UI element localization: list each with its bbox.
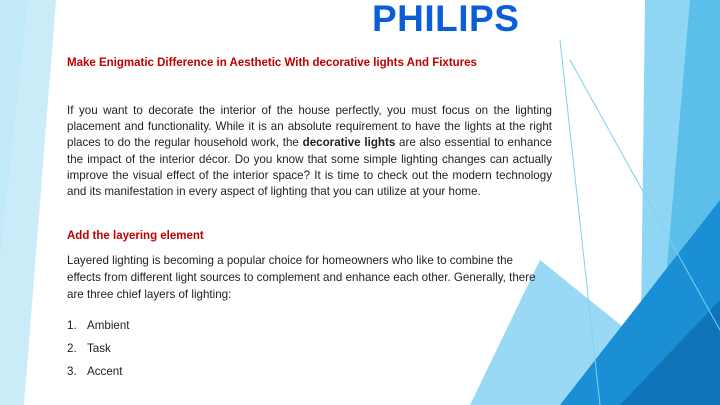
section-body: Layered lighting is becoming a popular choice for homeowners who like to combine the effects from different light sources to complement and enhance each other. Generally, there are three chief layers of lighting: [67,254,536,301]
list-item [67,341,130,364]
list-number: 1. [67,319,77,332]
page-title: Make Enigmatic Difference in Aesthetic With decorative lights And Fixtures [67,57,477,69]
list-number: 2. [67,342,77,355]
list-label: Ambient [87,319,130,332]
list-label: Task [87,342,111,355]
list-number: 3. [67,365,77,378]
philips-logo: PHILIPS [372,0,520,39]
intro-paragraph [67,103,552,200]
intro-text-2: are also essential to enhance the impact of the interior décor. Do you know that some simple lighting changes can actually improve the visual effect of the interior space? It is time to check out the modern technology and its manifestation in every aspect of lighting that you can utilize at your home. [67,136,552,199]
list-item [67,364,130,387]
list-item [67,318,130,341]
layers-list [67,318,130,387]
list-label: Accent [87,365,123,378]
section-heading: Add the layering element [67,230,204,242]
intro-text-1: If you want to decorate the interior of the house perfectly, you must focus on the lighting placement and functionality. While it is an absolute requirement to have the lights at the right places to do the regular household work, the [67,104,552,150]
decorative-lights-bold: decorative lights [302,136,396,150]
